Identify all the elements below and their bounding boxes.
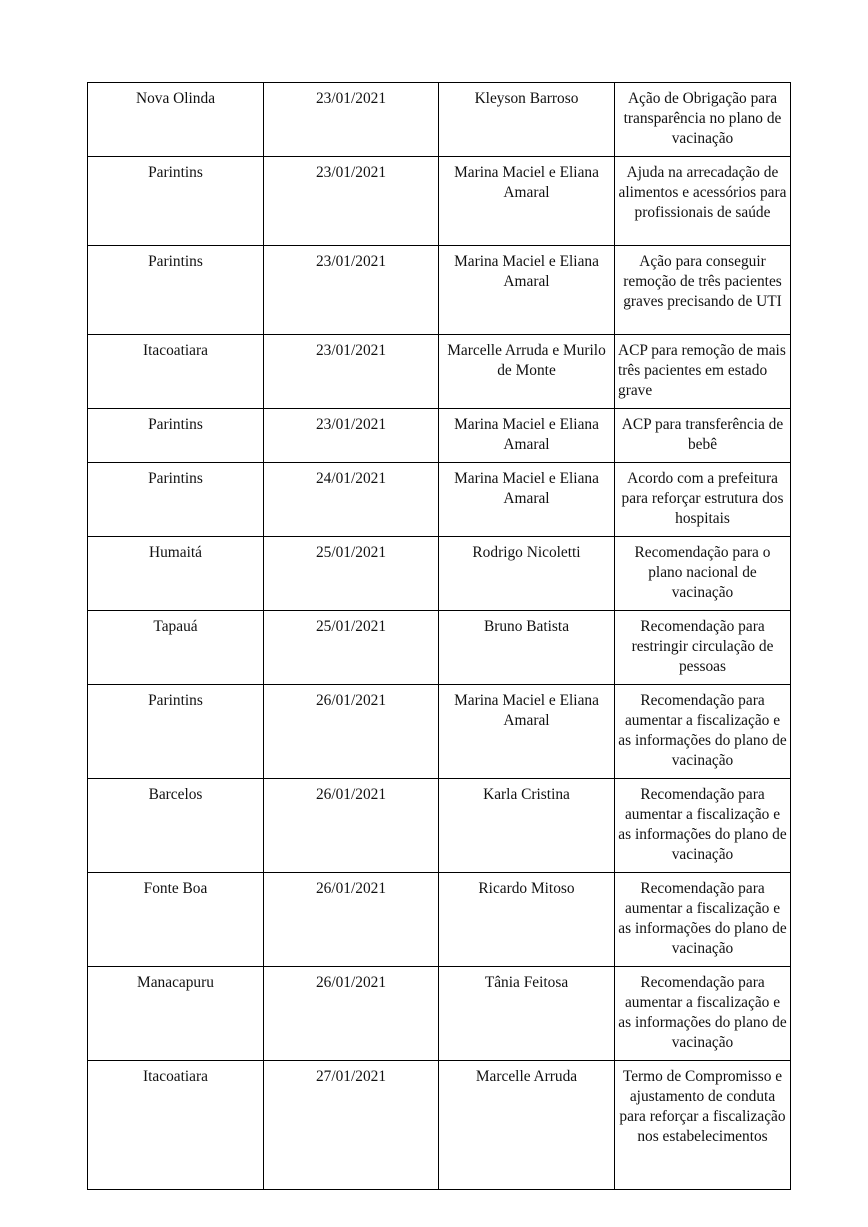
city-cell: Parintins [88, 157, 264, 246]
action-cell: Ajuda na arrecadação de alimentos e acessórios para profissionais de saúde [615, 157, 791, 246]
responsible-cell: Ricardo Mitoso [439, 873, 615, 967]
responsible-cell: Marina Maciel e Eliana Amaral [439, 409, 615, 463]
action-cell: Acordo com a prefeitura para reforçar estrutura dos hospitais [615, 463, 791, 537]
date-cell: 26/01/2021 [264, 967, 439, 1061]
city-cell: Itacoatiara [88, 335, 264, 409]
date-cell: 27/01/2021 [264, 1061, 439, 1190]
action-cell: Termo de Compromisso e ajustamento de conduta para reforçar a fiscalização nos estabelecimentos [615, 1061, 791, 1190]
responsible-cell: Bruno Batista [439, 611, 615, 685]
date-cell: 26/01/2021 [264, 873, 439, 967]
table-row [88, 611, 791, 685]
city-cell: Barcelos [88, 779, 264, 873]
table-row [88, 685, 791, 779]
table-row [88, 873, 791, 967]
action-cell: Recomendação para aumentar a fiscalização e as informações do plano de vacinação [615, 779, 791, 873]
action-cell: Recomendação para aumentar a fiscalização e as informações do plano de vacinação [615, 873, 791, 967]
responsible-cell: Karla Cristina [439, 779, 615, 873]
responsible-cell: Marina Maciel e Eliana Amaral [439, 463, 615, 537]
records-table-body [88, 83, 791, 1190]
records-table [87, 82, 791, 1190]
table-row [88, 409, 791, 463]
city-cell: Parintins [88, 246, 264, 335]
action-cell: Recomendação para aumentar a fiscalização e as informações do plano de vacinação [615, 685, 791, 779]
responsible-cell: Marina Maciel e Eliana Amaral [439, 246, 615, 335]
date-cell: 24/01/2021 [264, 463, 439, 537]
date-cell: 23/01/2021 [264, 246, 439, 335]
table-row [88, 83, 791, 157]
city-cell: Humaitá [88, 537, 264, 611]
responsible-cell: Kleyson Barroso [439, 83, 615, 157]
date-cell: 26/01/2021 [264, 779, 439, 873]
responsible-cell: Rodrigo Nicoletti [439, 537, 615, 611]
action-cell: Recomendação para restringir circulação de pessoas [615, 611, 791, 685]
action-cell: ACP para transferência de bebê [615, 409, 791, 463]
city-cell: Nova Olinda [88, 83, 264, 157]
responsible-cell: Marina Maciel e Eliana Amaral [439, 157, 615, 246]
table-row [88, 463, 791, 537]
city-cell: Fonte Boa [88, 873, 264, 967]
table-row [88, 335, 791, 409]
table-row [88, 537, 791, 611]
responsible-cell: Tânia Feitosa [439, 967, 615, 1061]
city-cell: Itacoatiara [88, 1061, 264, 1190]
action-cell: Recomendação para aumentar a fiscalização e as informações do plano de vacinação [615, 967, 791, 1061]
responsible-cell: Marina Maciel e Eliana Amaral [439, 685, 615, 779]
action-cell: ACP para remoção de mais três pacientes em estado grave [615, 335, 791, 409]
date-cell: 26/01/2021 [264, 685, 439, 779]
date-cell: 25/01/2021 [264, 611, 439, 685]
action-cell: Ação de Obrigação para transparência no plano de vacinação [615, 83, 791, 157]
date-cell: 25/01/2021 [264, 537, 439, 611]
responsible-cell: Marcelle Arruda [439, 1061, 615, 1190]
date-cell: 23/01/2021 [264, 157, 439, 246]
table-row [88, 246, 791, 335]
table-row [88, 967, 791, 1061]
city-cell: Parintins [88, 463, 264, 537]
responsible-cell: Marcelle Arruda e Murilo de Monte [439, 335, 615, 409]
action-cell: Ação para conseguir remoção de três pacientes graves precisando de UTI [615, 246, 791, 335]
date-cell: 23/01/2021 [264, 335, 439, 409]
table-row [88, 157, 791, 246]
table-row [88, 1061, 791, 1190]
date-cell: 23/01/2021 [264, 409, 439, 463]
city-cell: Tapauá [88, 611, 264, 685]
city-cell: Parintins [88, 409, 264, 463]
city-cell: Manacapuru [88, 967, 264, 1061]
city-cell: Parintins [88, 685, 264, 779]
table-row [88, 779, 791, 873]
action-cell: Recomendação para o plano nacional de vacinação [615, 537, 791, 611]
date-cell: 23/01/2021 [264, 83, 439, 157]
